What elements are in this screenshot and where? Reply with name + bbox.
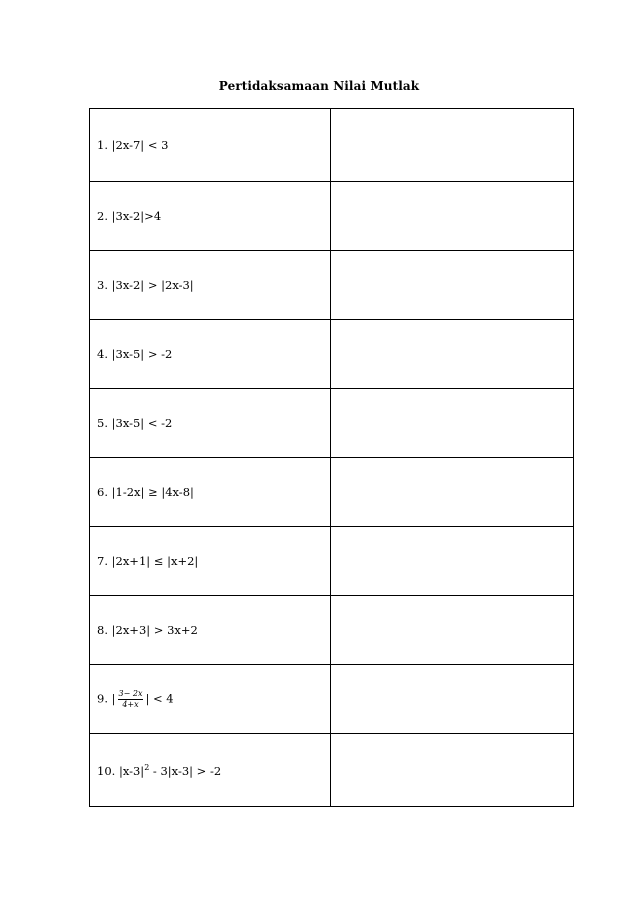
problem-cell [90, 182, 331, 251]
problem-text: 3. |3x-2| > |2x-3| [97, 278, 194, 292]
table-row [90, 251, 574, 320]
problem-cell [90, 251, 331, 320]
answer-cell[interactable] [331, 389, 574, 458]
problem-text: 1. |2x-7| < 3 [97, 138, 169, 152]
answer-cell[interactable] [331, 109, 574, 182]
problem-suffix: | < 4 [145, 691, 174, 705]
answer-cell[interactable] [331, 458, 574, 527]
table-row [90, 109, 574, 182]
answer-cell[interactable] [331, 665, 574, 734]
fraction-denominator: 4+x [122, 699, 139, 709]
problem-text: 2. |3x-2|>4 [97, 209, 162, 223]
answer-cell[interactable] [331, 596, 574, 665]
problem-text: 5. |3x-5| < -2 [97, 416, 173, 430]
problem-prefix: 10. |x-3| [97, 763, 145, 778]
fraction [118, 690, 144, 709]
problem-prefix: 9. | [97, 691, 116, 705]
worksheet-title: Pertidaksamaan Nilai Mutlak [218, 79, 420, 93]
answer-cell[interactable] [331, 734, 574, 807]
problem-cell [90, 734, 331, 807]
problem-cell [90, 320, 331, 389]
table-row [90, 527, 574, 596]
table-row [90, 596, 574, 665]
exponent: 2 [144, 762, 150, 772]
problem-table [89, 108, 574, 807]
problem-cell [90, 527, 331, 596]
problem-cell [90, 665, 331, 734]
answer-cell[interactable] [331, 182, 574, 251]
table-row [90, 665, 574, 734]
problem-text: 8. |2x+3| > 3x+2 [97, 623, 198, 637]
problem-cell [90, 596, 331, 665]
problem-cell [90, 109, 331, 182]
answer-cell[interactable] [331, 527, 574, 596]
table-row [90, 458, 574, 527]
fraction-numerator: 3− 2x [118, 688, 143, 698]
answer-cell[interactable] [331, 251, 574, 320]
table-row [90, 389, 574, 458]
problem-suffix: - 3|x-3| > -2 [149, 763, 222, 778]
table-row [90, 734, 574, 807]
answer-cell[interactable] [331, 320, 574, 389]
table-row [90, 320, 574, 389]
problem-text: 4. |3x-5| > -2 [97, 347, 173, 361]
problem-cell [90, 458, 331, 527]
problem-text: 6. |1-2x| ≥ |4x-8| [97, 485, 194, 499]
problem-text: 7. |2x+1| ≤ |x+2| [97, 554, 199, 568]
table-row [90, 182, 574, 251]
problem-cell [90, 389, 331, 458]
